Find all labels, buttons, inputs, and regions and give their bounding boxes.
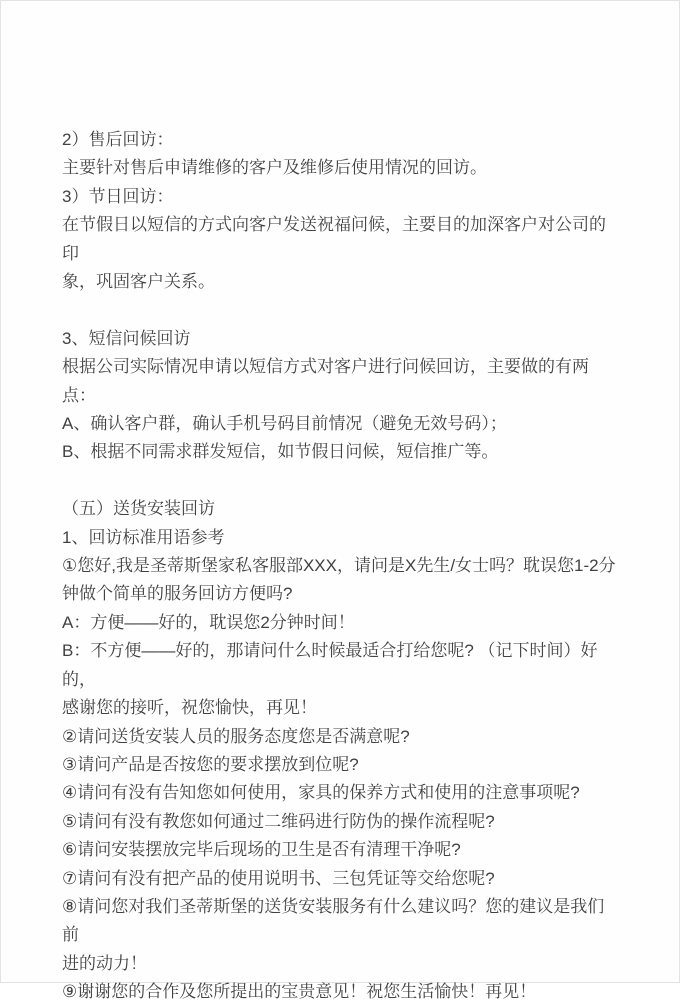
text-line: B：不方便——好的，那请问什么时候最适合打给您呢? （记下时间）好的， (62, 641, 598, 689)
text-line: 1、回访标准用语参考 (62, 527, 225, 547)
document-body (1, 1, 679, 1007)
text-line: ④请问有没有告知您如何使用，家具的保养方式和使用的注意事项呢? (62, 783, 580, 803)
blank-line (62, 296, 621, 324)
text-line: ③请问产品是否按您的要求摆放到位呢? (62, 754, 359, 774)
text-line: B、根据不同需求群发短信，如节假日问候，短信推广等。 (62, 442, 499, 462)
text-line: 3）节日回访： (62, 186, 174, 206)
text-line: 在节假日以短信的方式向客户发送祝福问候，主要目的加深客户对公司的印 (62, 215, 606, 263)
text-line: ⑤请问有没有教您如何通过二维码进行防伪的操作流程呢? (62, 811, 495, 831)
text-line: ⑧请问您对我们圣蒂斯堡的送货安装服务有什么建议吗？您的建议是我们前 (62, 896, 605, 945)
text-line: A、确认客户群，确认手机号码目前情况（避免无效号码）； (62, 414, 507, 434)
text-line: 根据公司实际情况申请以短信方式对客户进行问候回访，主要做的有两点： (62, 357, 589, 405)
text-line: 进的动力！ (62, 953, 147, 973)
text-line: 2）售后回访： (62, 130, 174, 149)
text-line: 钟做个简单的服务回访方便吗? (62, 584, 293, 604)
text-line: ⑨谢谢您的合作及您所提出的宝贵意见！祝您生活愉快！再见！ (62, 982, 537, 1002)
text-line: 主要针对售后申请维修的客户及维修后使用情况的回访。 (62, 158, 487, 178)
text-line: 感谢您的接听，祝您愉快，再见！ (62, 698, 317, 718)
text-line: 3、短信问候回访 (62, 328, 191, 348)
text-line: （五）送货安装回访 (62, 499, 215, 519)
text-line: 象，巩固客户关系。 (62, 272, 215, 292)
text-line: A：方便——好的，耽误您2分钟时间！ (62, 612, 355, 632)
text-line: ⑥请问安装摆放完毕后现场的卫生是否有清理干净呢? (62, 840, 461, 860)
text-line: ②请问送货安装人员的服务态度您是否满意呢? (62, 726, 410, 746)
text-line: ①您好,我是圣蒂斯堡家私客服部XXX，请问是X先生/女士吗？耽误您1-2分 (62, 556, 616, 576)
blank-line (62, 467, 621, 495)
text-line: ⑦请问有没有把产品的使用说明书、三包凭证等交给您呢? (62, 868, 495, 888)
